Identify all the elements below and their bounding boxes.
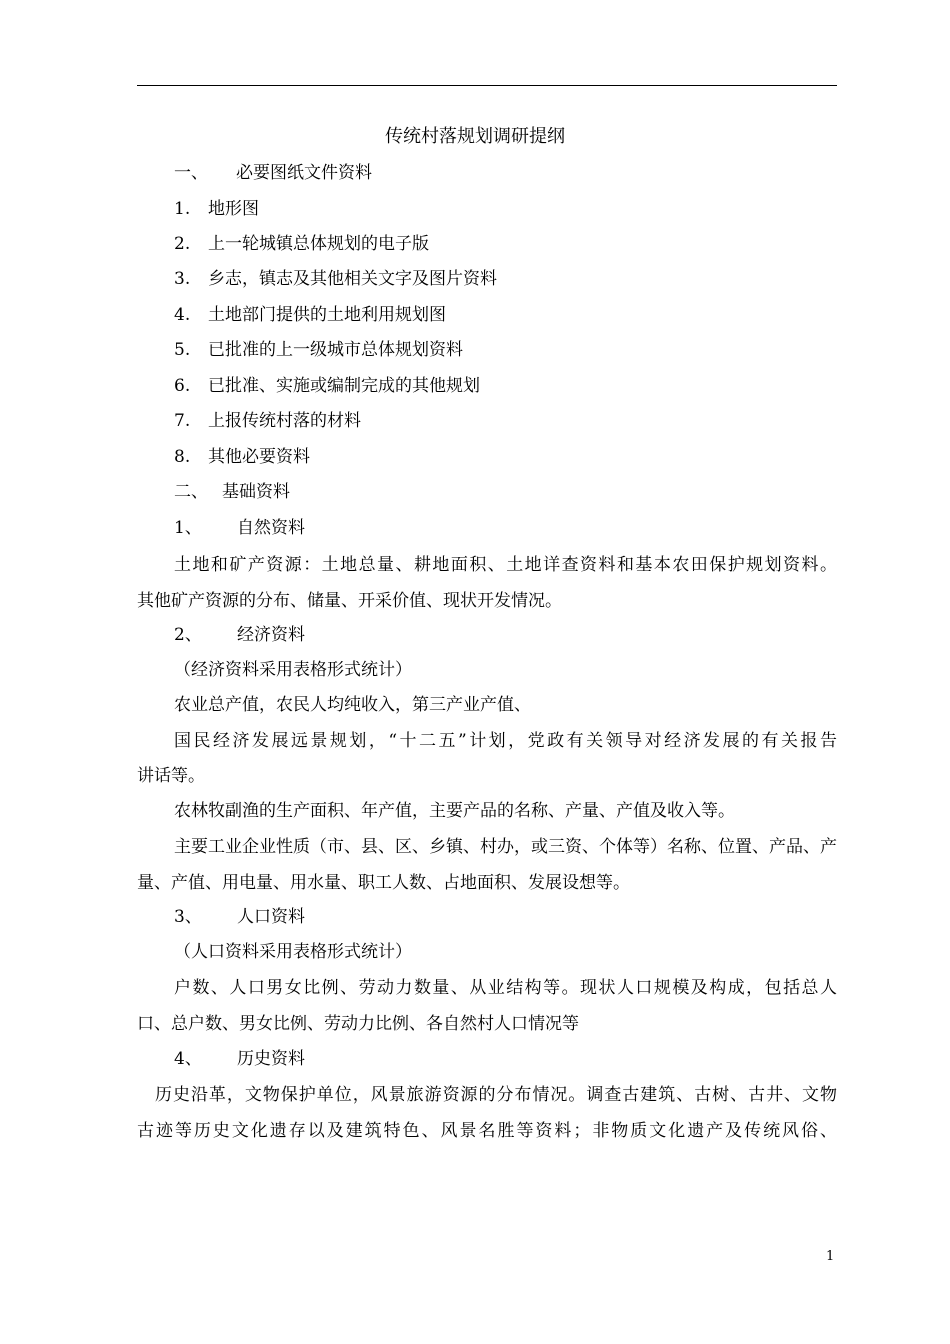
paragraph-line: 口、总户数、男女比例、劳动力比例、各自然村人口情况等 (137, 1014, 579, 1034)
list-item-number: 1. (174, 199, 191, 219)
paragraph-line: 农林牧副渔的生产面积、年产值，主要产品的名称、产量、产值及收入等。 (174, 801, 735, 821)
note-text: （经济资料采用表格形式统计） (174, 660, 412, 680)
subsection-heading: 自然资料 (237, 518, 305, 538)
list-item: 已批准、实施或编制完成的其他规划 (208, 376, 480, 396)
list-item: 乡志，镇志及其他相关文字及图片资料 (208, 269, 497, 289)
paragraph-line: 历史沿革，文物保护单位，风景旅游资源的分布情况。调查古建筑、古树、古井、文物 (155, 1085, 837, 1105)
note-text: （人口资料采用表格形式统计） (174, 942, 412, 962)
section-1-number: 一、 (174, 163, 208, 183)
subsection-heading: 经济资料 (237, 625, 305, 645)
list-item: 已批准的上一级城市总体规划资料 (208, 340, 463, 360)
page-number: 1 (826, 1249, 835, 1264)
paragraph-line: 农业总产值，农民人均纯收入，第三产业产值、 (174, 695, 531, 715)
list-item: 地形图 (208, 199, 259, 219)
list-item-number: 6. (174, 376, 191, 396)
subsection-heading: 人口资料 (237, 907, 305, 927)
section-2-heading: 基础资料 (222, 482, 290, 502)
section-2-number: 二、 (174, 482, 208, 502)
paragraph-line: 户数、人口男女比例、劳动力数量、从业结构等。现状人口规模及构成，包括总人 (174, 978, 837, 998)
list-item-number: 4. (174, 305, 191, 325)
list-item: 土地部门提供的土地利用规划图 (208, 305, 446, 325)
list-item: 上报传统村落的材料 (208, 411, 361, 431)
paragraph-line: 古迹等历史文化遗存以及建筑特色、风景名胜等资料；非物质文化遗产及传统风俗、 (137, 1121, 837, 1141)
list-item-number: 5. (174, 340, 191, 360)
document-title: 传统村落规划调研提纲 (385, 126, 565, 147)
list-item-number: 7. (174, 411, 191, 431)
paragraph-line: 主要工业企业性质（市、县、区、乡镇、村办，或三资、个体等）名称、位置、产品、产 (174, 837, 837, 857)
subsection-number: 1、 (174, 518, 202, 538)
header-rule (137, 85, 837, 86)
section-1-heading: 必要图纸文件资料 (236, 163, 372, 183)
list-item-number: 8. (174, 447, 191, 467)
subsection-number: 2、 (174, 625, 202, 645)
paragraph-line: 其他矿产资源的分布、储量、开采价值、现状开发情况。 (137, 591, 562, 611)
paragraph-line: 土地和矿产资源：土地总量、耕地面积、土地详查资料和基本农田保护规划资料。 (174, 555, 837, 575)
list-item: 其他必要资料 (208, 447, 310, 467)
paragraph-line: 国民经济发展远景规划，“十二五”计划，党政有关领导对经济发展的有关报告 (174, 731, 837, 751)
list-item-number: 2. (174, 234, 191, 254)
list-item-number: 3. (174, 269, 191, 289)
list-item: 上一轮城镇总体规划的电子版 (208, 234, 429, 254)
paragraph-line: 讲话等。 (137, 766, 205, 786)
subsection-number: 3、 (174, 907, 202, 927)
subsection-number: 4、 (174, 1049, 202, 1069)
paragraph-line: 量、产值、用电量、用水量、职工人数、占地面积、发展设想等。 (137, 873, 630, 893)
subsection-heading: 历史资料 (237, 1049, 305, 1069)
